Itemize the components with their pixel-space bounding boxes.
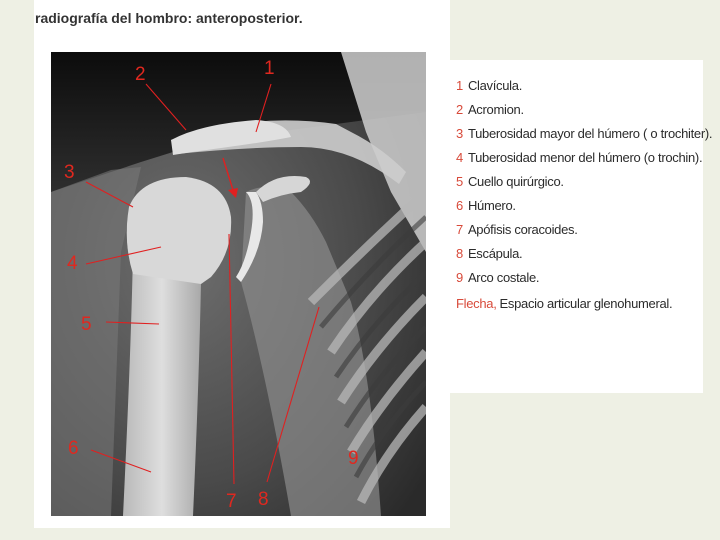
legend-item [456, 102, 712, 126]
legend-text: Apófisis coracoides. [467, 222, 578, 237]
legend-number: 6 [456, 198, 463, 213]
legend-text: Húmero. [467, 198, 516, 213]
marker-9: 9 [348, 448, 359, 469]
legend-text: Cuello quirúrgico. [467, 174, 564, 189]
legend-note-label: Flecha, [456, 296, 497, 311]
legend-item [456, 78, 712, 102]
marker-7: 7 [226, 491, 237, 512]
legend-text: Tuberosidad menor del húmero (o trochin). [467, 150, 703, 165]
legend-number: 1 [456, 78, 463, 93]
marker-1: 1 [264, 58, 275, 79]
xray-image [51, 52, 426, 516]
xray-svg [51, 52, 426, 516]
marker-5: 5 [81, 314, 92, 335]
legend-item [456, 150, 712, 174]
humerus-shaft [123, 252, 201, 516]
legend-item [456, 222, 712, 246]
legend-item [456, 174, 712, 198]
marker-8: 8 [258, 489, 269, 510]
figure-title: radiografía del hombro: anteroposterior. [35, 10, 303, 26]
legend-text: Acromion. [467, 102, 524, 117]
legend-note-text: Espacio articular glenohumeral. [499, 296, 673, 311]
legend-number: 3 [456, 126, 463, 141]
legend-item [456, 126, 712, 150]
legend-list [456, 78, 712, 320]
marker-6: 6 [68, 438, 79, 459]
marker-2: 2 [135, 64, 146, 85]
legend-text: Tuberosidad mayor del húmero ( o trochiter). [467, 126, 713, 141]
legend-text: Clavícula. [467, 78, 523, 93]
legend-item [456, 270, 712, 294]
legend-item [456, 246, 712, 270]
legend-number: 9 [456, 270, 463, 285]
legend-item [456, 198, 712, 222]
legend-number: 7 [456, 222, 463, 237]
marker-3: 3 [64, 162, 75, 183]
legend-note [456, 296, 712, 320]
legend-text: Escápula. [467, 246, 523, 261]
legend-text: Arco costale. [467, 270, 540, 285]
legend-number: 5 [456, 174, 463, 189]
legend-panel [450, 60, 713, 393]
humeral-head [127, 177, 231, 284]
legend-number: 8 [456, 246, 463, 261]
legend-number: 4 [456, 150, 463, 165]
legend-number: 2 [456, 102, 463, 117]
marker-4: 4 [67, 253, 78, 274]
